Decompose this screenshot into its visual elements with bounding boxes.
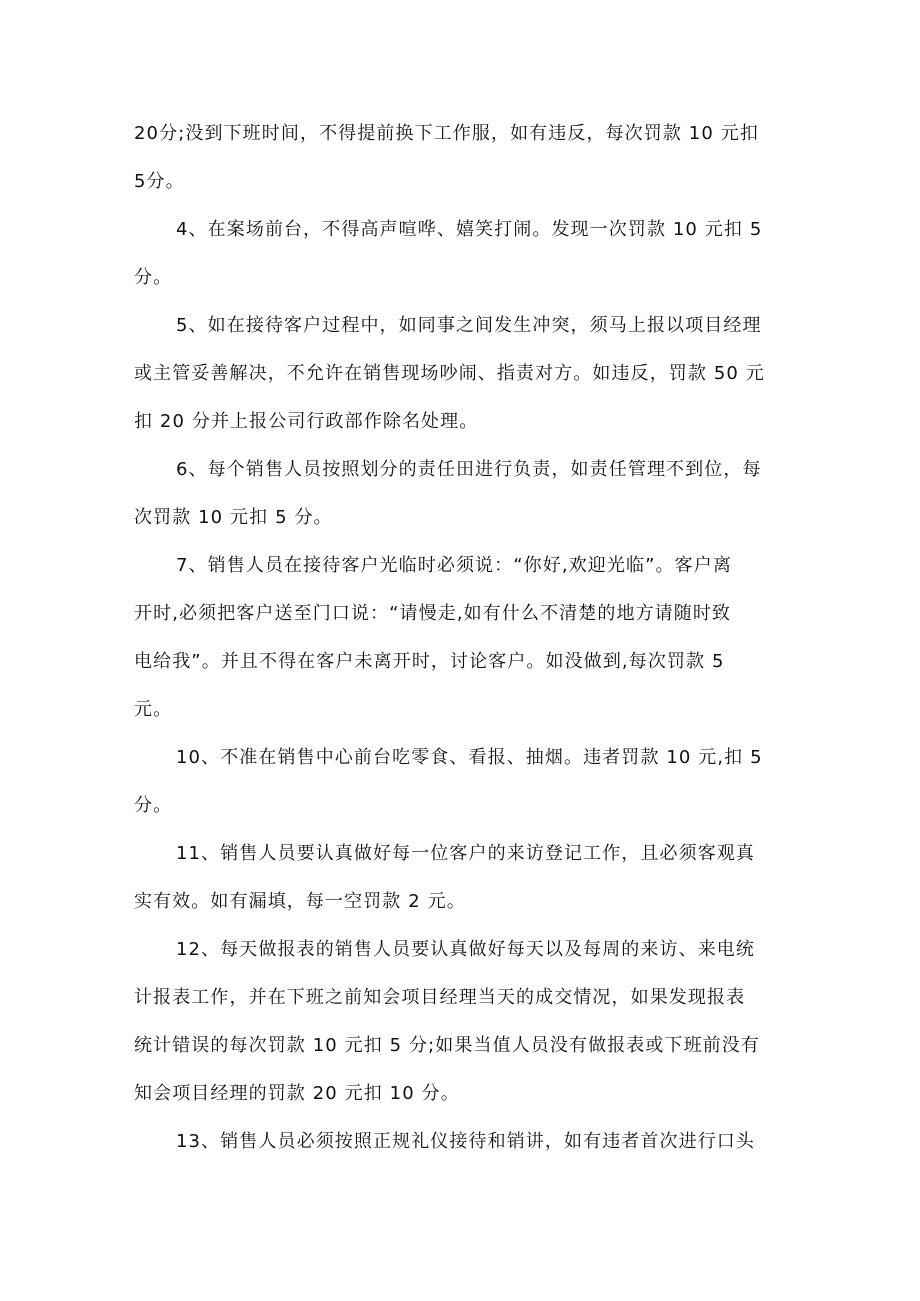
paragraph-5-line-3: 扣 20 分并上报公司行政部作除名处理。	[134, 411, 479, 432]
paragraph-11-line-2: 实有效。如有漏填，每一空罚款 2 元。	[134, 891, 466, 912]
paragraph-13-line-1: 13、销售人员必须按照正规礼仪接待和销讲，如有违者首次进行口头	[176, 1131, 756, 1152]
paragraph-10-line-1: 10、不准在销售中心前台吃零食、看报、抽烟。违者罚款 10 元,扣 5	[176, 747, 763, 768]
paragraph-5-line-2: 或主管妥善解决，不允许在销售现场吵闹、指责对方。如违反，罚款 50 元	[134, 363, 765, 384]
paragraph-12-line-3: 统计错误的每次罚款 10 元扣 5 分;如果当值人员没有做报表或下班前没有	[134, 1035, 761, 1056]
paragraph-12-line-4: 知会项目经理的罚款 20 元扣 10 分。	[134, 1083, 460, 1104]
paragraph-7-line-3: 电给我”。并且不得在客户未离开时，讨论客户。如没做到,每次罚款 5	[134, 651, 725, 672]
paragraph-7-line-1: 7、销售人员在接待客户光临时必须说：“你好,欢迎光临”。客户离	[176, 555, 732, 576]
paragraph-5-line-1: 5、如在接待客户过程中，如同事之间发生冲突，须马上报以项目经理	[176, 315, 762, 336]
paragraph-6-line-2: 次罚款 10 元扣 5 分。	[134, 507, 333, 528]
paragraph-4-line-2: 分。	[134, 267, 173, 288]
text-line: 20分;没到下班时间，不得提前换下工作服，如有违反，每次罚款 10 元扣	[134, 123, 759, 144]
paragraph-7-line-4: 元。	[134, 699, 173, 720]
paragraph-11-line-1: 11、销售人员要认真做好每一位客户的来访登记工作，且必须客观真	[176, 843, 756, 864]
paragraph-6-line-1: 6、每个销售人员按照划分的责任田进行负责，如责任管理不到位，每	[176, 459, 762, 480]
paragraph-10-line-2: 分。	[134, 795, 173, 816]
paragraph-12-line-2: 计报表工作，并在下班之前知会项目经理当天的成交情况，如果发现报表	[134, 987, 746, 1008]
paragraph-7-line-2: 开时,必须把客户送至门口说：“请慢走,如有什么不清楚的地方请随时致	[134, 603, 732, 624]
text-line: 5分。	[134, 171, 185, 192]
paragraph-4-line-1: 4、在案场前台，不得高声喧哗、嬉笑打闹。发现一次罚款 10 元扣 5	[176, 219, 763, 240]
paragraph-12-line-1: 12、每天做报表的销售人员要认真做好每天以及每周的来访、来电统	[176, 939, 756, 960]
